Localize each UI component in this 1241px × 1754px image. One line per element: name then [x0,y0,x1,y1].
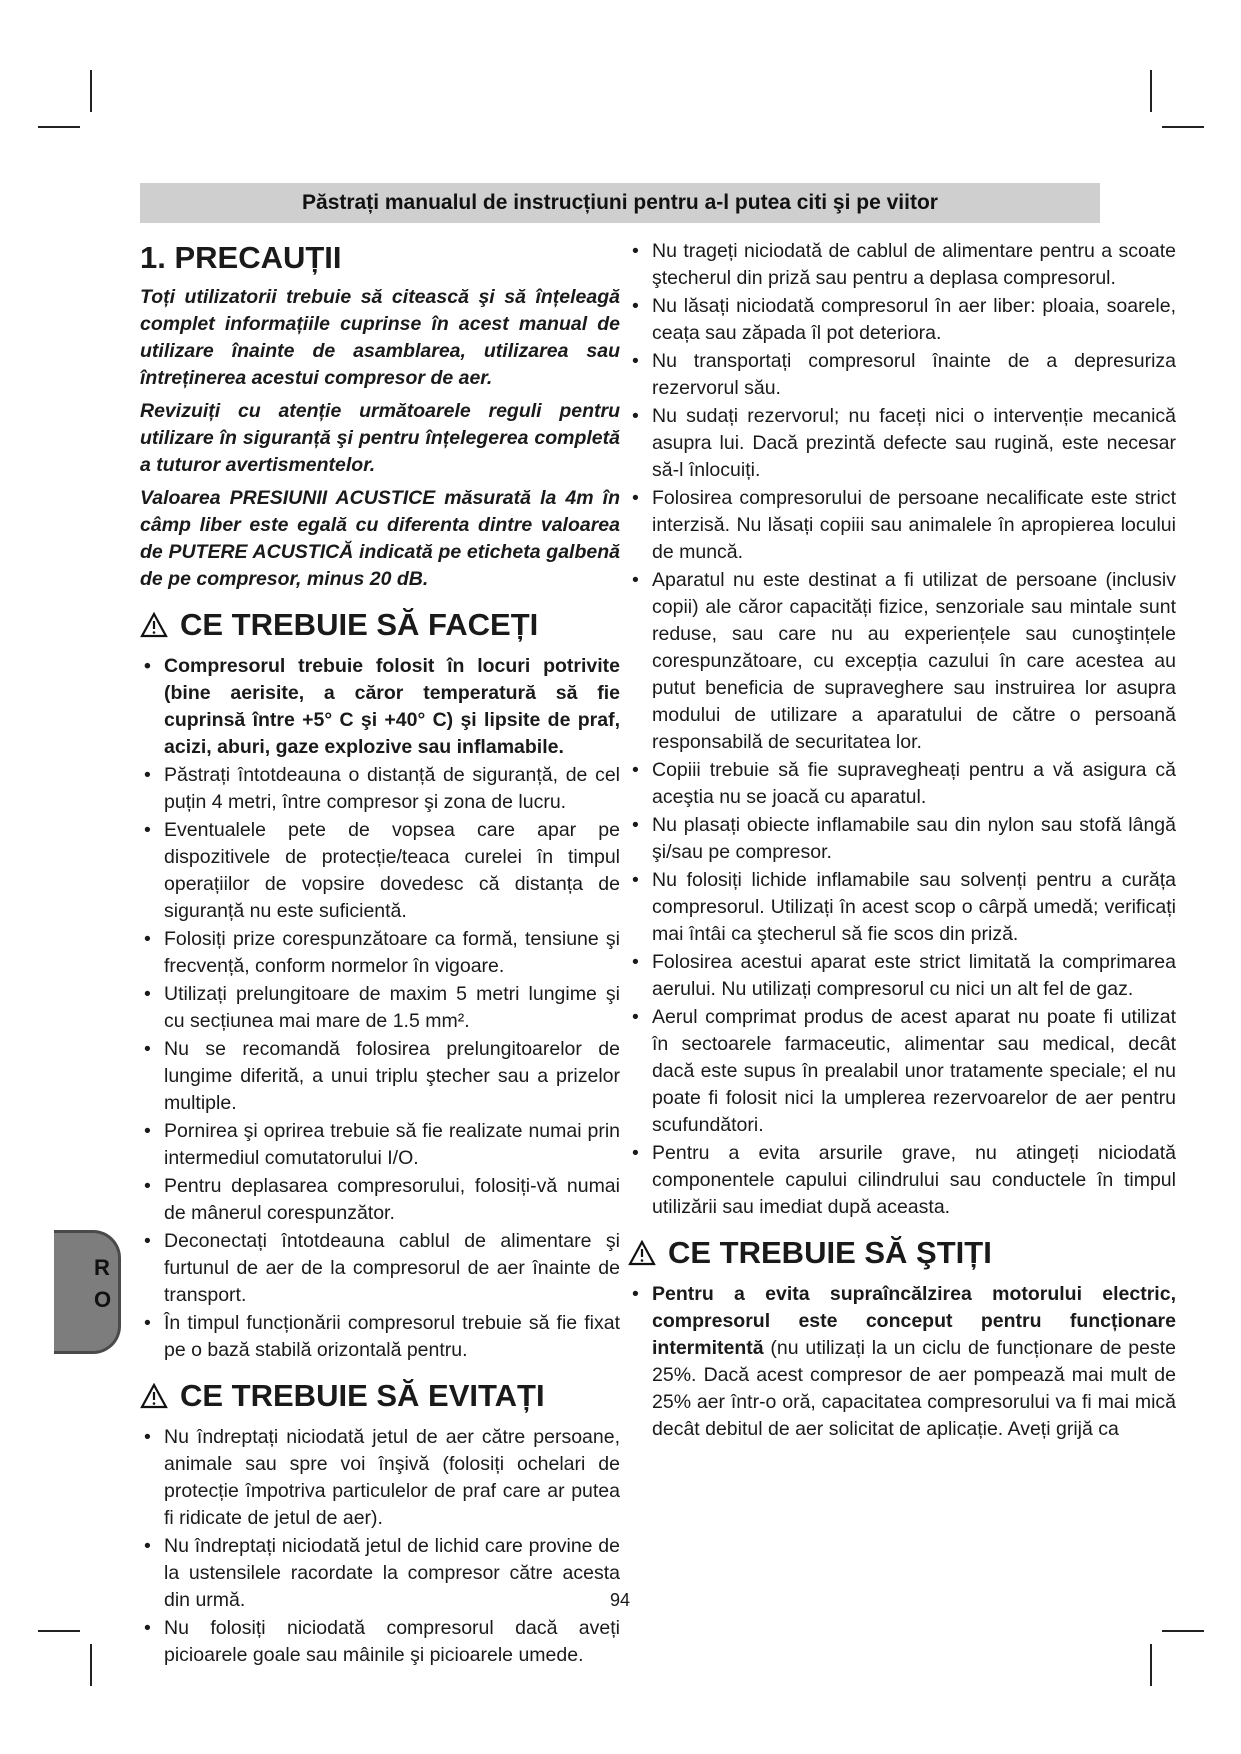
list-item [628,1281,1176,1443]
crop-mark [1150,70,1152,112]
header-banner: Păstrați manualul de instrucțiuni pentru a-l putea citi şi pe viitor [140,183,1100,223]
list-item: • Nu plasați obiecte inflamabile sau din nylon sau stofă lângă şi/sau pe compresor. [628,812,1176,866]
list-item: • Copiii trebuie să fie supravegheați pentru a vă asigura că aceştia nu se joacă cu aparatul. [628,757,1176,811]
list-item: • Deconectați întotdeauna cablul de alimentare şi furtunul de aer de la compresorul de aer înainte de transport. [140,1228,620,1309]
crop-mark [38,126,80,128]
right-column [628,238,1176,1444]
precautii-title: 1. PRECAUȚII [140,240,342,275]
precautii-intro-2: Revizuiți cu atenție următoarele reguli pentru utilizare în siguranță şi pentru înțelegerea completă a tuturor avertismentelor. [140,400,620,476]
evitati-heading [140,1376,620,1416]
list-item: • Nu lăsați niciodată compresorul în aer liber: ploaia, soarele, ceața sau zăpada îl pot deteriora. [628,293,1176,347]
stiti-item-rest: (nu utilizați la un ciclu de funcționare de peste 25%. Dacă acest compresor de aer pompează mai mult de 25% aer într-o oră, capacitatea compresorului va fi mai mică decât debitul de aer solicitat de aplicație. Aveți grijă ca [652,1337,1176,1440]
warning-triangle-icon [628,1240,656,1266]
crop-mark [38,1630,80,1632]
list-item: • Pentru deplasarea compresorului, folosiți-vă numai de mânerul corespunzător. [140,1173,620,1227]
evitati-list-right [628,238,1176,1221]
list-item: • Folosiți prize corespunzătoare ca formă, tensiune şi frecvență, conform normelor în vigoare. [140,926,620,980]
list-item: • Nu sudați rezervorul; nu faceți nici o intervenție mecanică asupra lui. Dacă prezintă defecte sau rugină, este necesar să-l înlocuiți. [628,403,1176,484]
left-column [140,238,620,1670]
list-item: • Nu se recomandă folosirea prelungitoarelor de lungime diferită, a unui triplu ştecher sau a prizelor multiple. [140,1036,620,1117]
language-tab-line2: O [94,1287,112,1312]
list-item: • În timpul funcționării compresorul trebuie să fie fixat pe o bază stabilă orizontală pentru. [140,1310,620,1364]
stiti-title: CE TREBUIE SĂ ŞTIȚI [668,1235,992,1270]
faceti-title: CE TREBUIE SĂ FACEȚI [180,607,539,642]
stiti-list [628,1281,1176,1443]
crop-mark [90,1644,92,1686]
list-item: • Nu folosiți lichide inflamabile sau solvenți pentru a curăța compresorul. Utilizați în acest scop o cârpă umedă; verificați mai întâi ca ştecherul să fie scos din priză. [628,867,1176,948]
list-item: • Pornirea şi oprirea trebuie să fie realizate numai prin intermediul comutatorului I/O. [140,1118,620,1172]
evitati-title: CE TREBUIE SĂ EVITAȚI [180,1378,545,1413]
list-item: • Păstrați întotdeauna o distanță de siguranță, de cel puțin 4 metri, între compresor şi zona de lucru. [140,762,620,816]
faceti-list [140,653,620,1364]
precautii-intro-3: Valoarea PRESIUNII ACUSTICE măsurată la 4m în câmp liber este egală cu diferenta dintre valoarea de PUTERE ACUSTICĂ indicată pe eticheta galbenă de pe compresor, minus 20 dB. [140,487,620,590]
list-item: • Eventualele pete de vopsea care apar pe dispozitivele de protecție/teaca curelei în timpul operațiilor de vopsire dovedesc că distanța de siguranță nu este suficientă. [140,817,620,925]
list-item: • Nu îndreptați niciodată jetul de aer către persoane, animale sau spre voi înşivă (folosiți ochelari de protecție împotriva particulelor de praf care ar putea fi ridicate de jetul de aer). [140,1424,620,1532]
faceti-heading [140,605,620,645]
stiti-heading [628,1233,1176,1273]
list-item: • Aparatul nu este destinat a fi utilizat de persoane (inclusiv copii) ale căror capacități fizice, senzoriale sau mintale sunt reduse, sau care nu au experiențele sau cunoştințele corespunzătoare, cu excepția cazului în care acestea au putut beneficia de supraveghere sau instruirea lor asupra modului de utilizare a aparatului de către o persoană responsabilă de securitatea lor. [628,567,1176,756]
list-item: • Folosirea compresorului de persoane necalificate este strict interzisă. Nu lăsați copiii sau animalele în apropierea locului de muncă. [628,485,1176,566]
language-tab [54,1230,121,1354]
evitati-list-left [140,1424,620,1669]
crop-mark [1162,1630,1204,1632]
list-item: • Aerul comprimat produs de acest aparat nu poate fi utilizat în sectoarele farmaceutic, alimentar sau medical, decât dacă este supus în prealabil unor tratamente speciale; el nu poate fi folosit nici la umplerea rezervoarelor de aer pentru scufundători. [628,1004,1176,1139]
stiti-item-bold: Pentru a evita supraîncălzirea motorului electric, compresorul este conceput pentru funcționare intermitentă [652,1283,1176,1359]
precautii-intro-1: Toți utilizatorii trebuie să citească şi să înțeleagă complet informațiile cuprinse în acest manual de utilizare înainte de asamblarea, utilizarea sau întreținerea acestui compresor de aer. [140,286,620,389]
list-item: • Nu îndreptați niciodată jetul de lichid care provine de la ustensilele racordate la compresor către acesta din urmă. [140,1533,620,1614]
warning-triangle-icon [140,1383,168,1409]
list-item: • Compresorul trebuie folosit în locuri potrivite (bine aerisite, a căror temperatură să fie cuprinsă între +5° C şi +40° C) şi lipsite de praf, acizi, aburi, gaze explozive sau inflamabile. [140,653,620,761]
list-item: • Folosirea acestui aparat este strict limitată la comprimarea aerului. Nu utilizați compresorul cu nici un alt fel de gaz. [628,949,1176,1003]
list-item: • Nu trageți niciodată de cablul de alimentare pentru a scoate ştecherul din priză sau pentru a deplasa compresorul. [628,238,1176,292]
list-item: • Nu folosiți niciodată compresorul dacă aveți picioarele goale sau mâinile şi picioarele umede. [140,1615,620,1669]
language-tab-line1: R [94,1255,110,1280]
crop-mark [90,70,92,112]
crop-mark [1162,126,1204,128]
list-item: • Nu transportați compresorul înainte de a depresuriza rezervorul său. [628,348,1176,402]
warning-triangle-icon [140,612,168,638]
list-item: • Pentru a evita arsurile grave, nu atingeți niciodată componentele capului cilindrului sau conductele în timpul utilizării sau imediat după aceasta. [628,1140,1176,1221]
crop-mark [1150,1644,1152,1686]
page-number: 94 [609,1590,631,1610]
list-item: • Utilizați prelungitoare de maxim 5 metri lungime şi cu secțiunea mai mare de 1.5 mm². [140,981,620,1035]
